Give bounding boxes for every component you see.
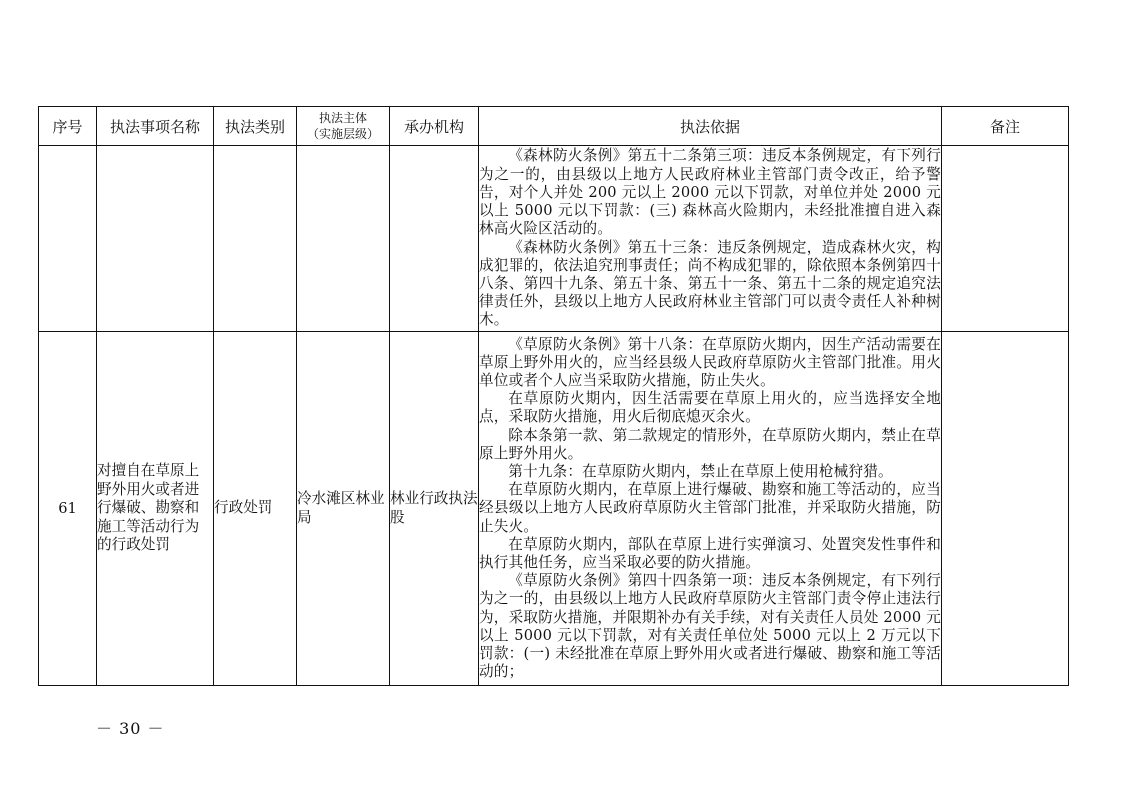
row-61-subject: 冷水滩区林业局	[297, 332, 390, 686]
row-61-item-name: 对擅自在草原上野外用火或者进行爆破、勘察和施工等活动行为的行政处罚	[97, 332, 214, 686]
header-row	[39, 107, 1069, 146]
cont-remark-cell	[942, 146, 1069, 332]
basis-paragraph: 《森林防火条例》第五十二条第三项：违反本条例规定，有下列行为之一的，由县级以上地方人民政府林业主管部门责令改正，给予警告，对个人并处 200 元以上 2000 元以下罚款，对单位并处 2000 元以上 5000 元以下罚款：(三) 森林高火险期内，未经批准擅自进入森林高火险区活动的。	[479, 147, 941, 238]
cont-item-cell	[97, 146, 214, 332]
basis-paragraph: 《草原防火条例》第十八条：在草原防火期内，因生产活动需要在草原上野外用火的，应当经县级人民政府草原防火主管部门批准。用火单位或者个人应当采取防火措施，防止失火。	[479, 335, 941, 389]
basis-paragraph: 第十九条：在草原防火期内，禁止在草原上使用枪械狩猎。	[508, 462, 893, 480]
row-61-category: 行政处罚	[214, 332, 297, 686]
header-basis: 执法依据	[479, 107, 942, 146]
cont-seq-cell	[39, 146, 97, 332]
cont-subject-cell	[297, 146, 390, 332]
header-subject-line2: （实施层级）	[306, 127, 379, 141]
row-61-handler: 林业行政执法股	[390, 332, 479, 686]
header-seq: 序号	[39, 107, 97, 146]
header-item-name: 执法事项名称	[97, 107, 214, 146]
basis-paragraph: 《森林防火条例》第五十三条：违反条例规定，造成森林火灾，构成犯罪的，依法追究刑事责任；尚不构成犯罪的，除依照本条例第四十八条、第四十九条、第五十条、第五十一条、第五十二条的规定追究法律责任外，县级以上地方人民政府林业主管部门可以责令责任人补种树木。	[479, 238, 941, 329]
header-handler: 承办机构	[390, 107, 479, 146]
cont-handler-cell	[390, 146, 479, 332]
row-61-remark	[942, 332, 1069, 686]
basis-paragraph: 在草原防火期内，在草原上进行爆破、勘察和施工等活动的，应当经县级以上地方人民政府草原防火主管部门批准，并采取防火措施，防止失火。	[479, 481, 941, 535]
table-row-61	[39, 332, 1069, 686]
header-remark: 备注	[942, 107, 1069, 146]
table-row-continued	[39, 146, 1069, 332]
enforcement-table	[38, 106, 1069, 686]
header-subject	[297, 107, 390, 146]
basis-paragraph: 在草原防火期内，部队在草原上进行实弹演习、处置突发性事件和执行其他任务，应当采取必要的防火措施。	[479, 535, 941, 571]
basis-paragraph: 《草原防火条例》第四十四条第一项：违反本条例规定，有下列行为之一的，由县级以上地方人民政府草原防火主管部门责令停止违法行为，采取防火措施，并限期补办有关手续，对有关责任人员处 2000 元以上 5000 元以下罚款，对有关责任单位处 5000 元以上 2 万元以下罚款：(一) 未经批准在草原上野外用火或者进行爆破、勘察和施工等活动的；	[479, 572, 941, 681]
row-61-seq: 61	[39, 332, 97, 686]
basis-paragraph: 除本条第一款、第二款规定的情形外，在草原防火期内，禁止在草原上野外用火。	[479, 426, 941, 462]
cont-category-cell	[214, 146, 297, 332]
cont-basis-cell	[479, 146, 942, 332]
row-61-basis	[479, 332, 942, 686]
header-category: 执法类别	[214, 107, 297, 146]
basis-paragraph: 在草原防火期内，因生活需要在草原上用火的，应当选择安全地点，采取防火措施，用火后彻底熄灭余火。	[479, 390, 941, 426]
page-number: － 30 －	[96, 719, 165, 738]
header-subject-line1: 执法主体	[318, 111, 367, 125]
